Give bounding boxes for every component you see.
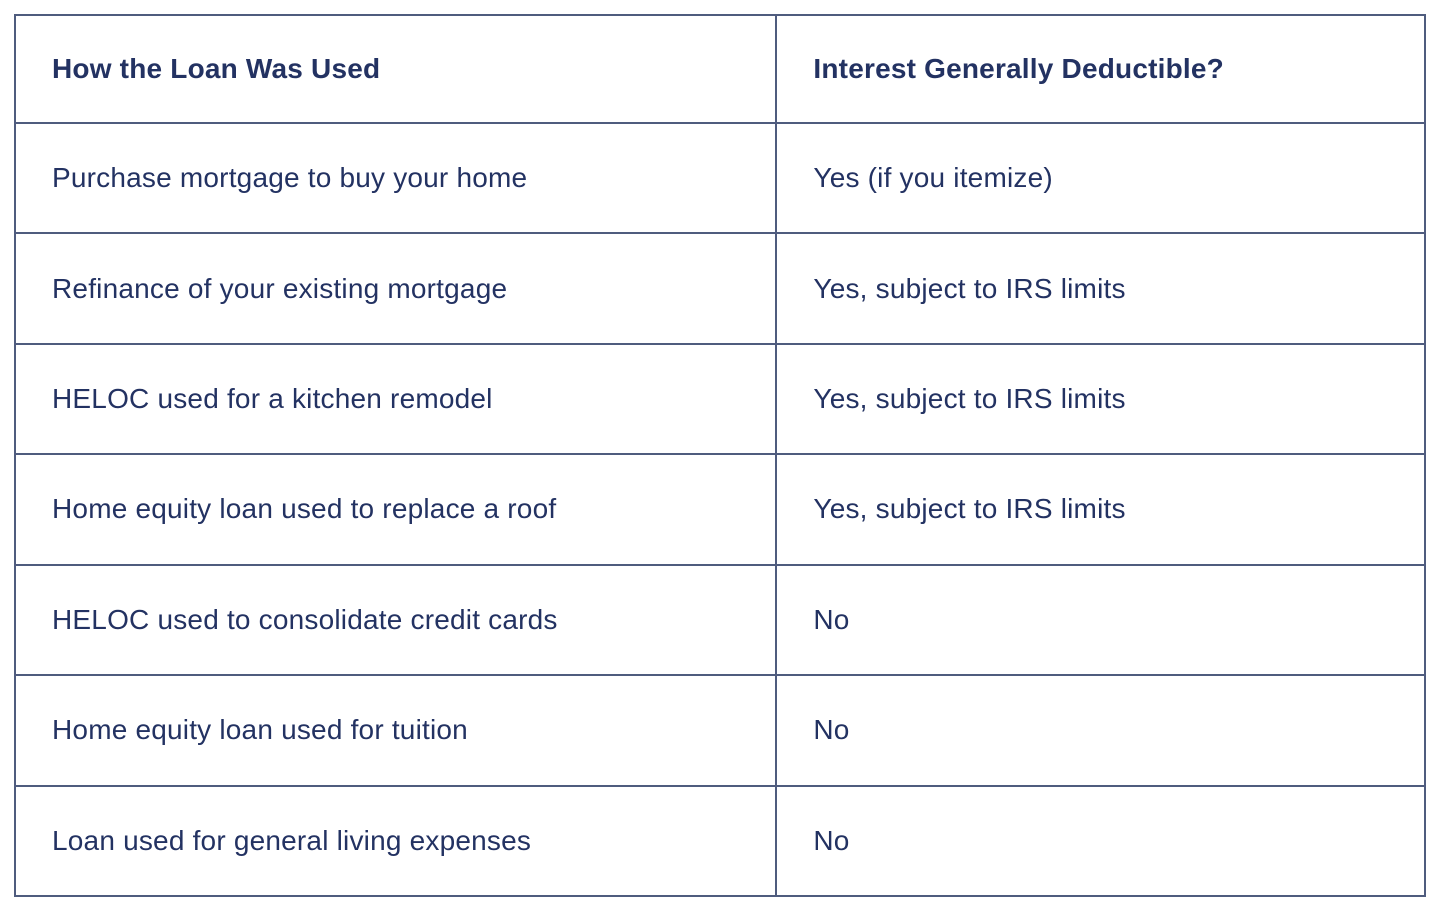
- loan-use-cell: HELOC used to consolidate credit cards: [15, 565, 776, 675]
- table-row: [15, 344, 1425, 454]
- column-header-loan-use: How the Loan Was Used: [15, 15, 776, 123]
- deductible-cell: Yes, subject to IRS limits: [776, 454, 1425, 564]
- header-row: [15, 15, 1425, 123]
- table-row: [15, 454, 1425, 564]
- deductible-cell: No: [776, 565, 1425, 675]
- column-header-deductible: Interest Generally Deductible?: [776, 15, 1425, 123]
- deductible-cell: Yes (if you itemize): [776, 123, 1425, 233]
- table-row: [15, 565, 1425, 675]
- deductible-cell: No: [776, 786, 1425, 896]
- table-row: [15, 786, 1425, 896]
- loan-use-cell: Purchase mortgage to buy your home: [15, 123, 776, 233]
- loan-deductibility-table: [14, 14, 1426, 897]
- table-row: [15, 123, 1425, 233]
- table-row: [15, 675, 1425, 785]
- deductible-cell: Yes, subject to IRS limits: [776, 344, 1425, 454]
- loan-use-cell: Home equity loan used for tuition: [15, 675, 776, 785]
- loan-use-cell: Home equity loan used to replace a roof: [15, 454, 776, 564]
- deductible-cell: Yes, subject to IRS limits: [776, 233, 1425, 343]
- loan-use-cell: Refinance of your existing mortgage: [15, 233, 776, 343]
- deductible-cell: No: [776, 675, 1425, 785]
- loan-use-cell: Loan used for general living expenses: [15, 786, 776, 896]
- loan-deductibility-table-container: [14, 14, 1426, 897]
- table-row: [15, 233, 1425, 343]
- loan-use-cell: HELOC used for a kitchen remodel: [15, 344, 776, 454]
